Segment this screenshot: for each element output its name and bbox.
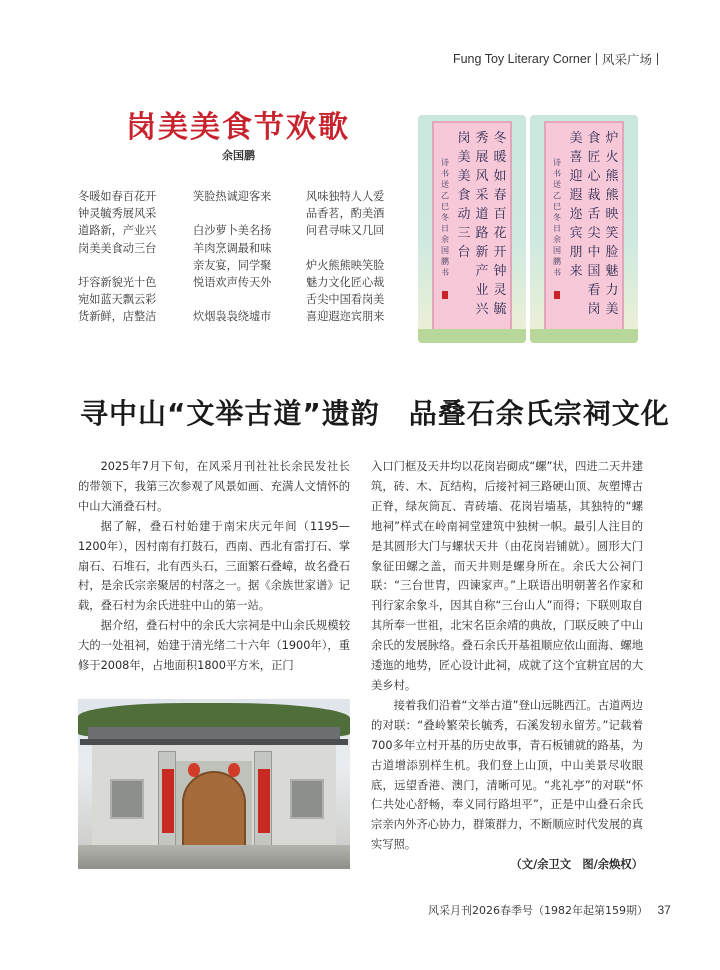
- header-title-cn: 风采广场: [601, 52, 652, 67]
- page-header: [453, 50, 658, 68]
- calligraphy-paper: [544, 121, 624, 333]
- poem-column-3: [306, 188, 384, 326]
- hall-window: [110, 779, 144, 819]
- grass-decoration: [418, 329, 526, 343]
- red-lantern-icon: [188, 763, 200, 777]
- paragraph: 据了解，叠石村始建于南宋庆元年间（1195—1200年），因村南有打鼓石，西南、西北有雷打石、掌扇石、石堆石，北有西头石，三面繁石叠嶂，故名叠石村，是余氏宗亲聚居的村落之一。据《余族世家谱》记载，叠石村为余氏进驻中山的第一站。: [78, 519, 350, 613]
- poem-line: 魅力文化匠心裁: [306, 275, 385, 289]
- poem-line: 亲友宴，同学聚: [193, 258, 272, 272]
- poem-line: 风味独特人人爱: [306, 190, 385, 203]
- page-footer: [428, 902, 671, 918]
- paragraph: 接着我们沿着“文举古道”登山远眺西江。古道两边的对联：“叠岭繁荣长毓秀，石溪发轫永留芳。”记载着700多年立村开基的历史故事，青石板铺就的路基，为古道增添别样生机。我们登上山顶，中山美景尽收眼底，远望香港、澳门，清晰可见。“兆礼亭”的对联“怀仁共处心舒畅，奉义同行路坦平”，正是中山叠石余氏宗亲内外齐心协力，群策群力，不断顺应时代发展的真实写照。: [371, 698, 643, 852]
- calligraphy-column: 炉火熊熊映笑脸魅力美: [605, 131, 619, 317]
- grass-decoration: [530, 329, 638, 343]
- poem-line: 道路新，产业兴: [78, 224, 157, 238]
- poem-line: 岗美美食动三台: [78, 241, 157, 255]
- paragraph: 据介绍，叠石村中的余氏大宗祠是中山余氏规模较大的一处祖祠，始建于清光绪二十六年（1900年），重修于2008年，占地面积1800平方米，正门: [78, 619, 350, 673]
- calligraphy-column: 秀展风采道路新产业兴: [475, 131, 489, 317]
- poem-line: [193, 291, 271, 308]
- poem-line: 货新鲜，店整洁: [78, 310, 157, 324]
- poem-column-1: [78, 188, 156, 326]
- poem-line: 冬暖如春百花开: [78, 190, 157, 203]
- article2-title: 寻中山“文举古道”遗韵 品叠石余氏宗祠文化: [80, 397, 670, 430]
- calligraphy-paper: [432, 121, 512, 333]
- calligraphy-column: 冬暖如春百花开钟灵毓: [493, 131, 507, 317]
- poem-line: [193, 205, 271, 222]
- paragraph: 入口门框及天井均以花岗岩砌成“螺”状，四进二天井建筑，砖、木、瓦结构，后接衬祠三路硬山顶、灰塑博古正脊，绿灰筒瓦、青砖墙、花岗岩墙基，其独特的“螺地祠”样式在岭南祠堂建筑中独树一帜。最引人注目的是其圆形大门与螺状天井（由花岗岩铺就）。圆形大门象征田螺之盖，而天井则是螺身所在。余氏大公祠门联：“三台世胄，四谏家声。”上联语出明朝著名作家和刊行家余象斗，因其自称“三台山人”而得；下联则取自其所奉一世祖，北宋名臣余靖的典故，门联反映了中山余氏的发展脉络。叠石余氏开基祖顺应依山面海、螺地逶迤的地势，匠心设计此祠，成就了这个宜耕宜居的大美乡村。: [371, 460, 643, 692]
- stone-steps: [78, 845, 350, 869]
- red-seal-icon: [554, 291, 560, 299]
- article1-title: 岗美美食节欢歌: [126, 110, 350, 145]
- article-credit: （文/余卫文 图/余焕权）: [510, 858, 643, 872]
- calligraphy-column: 美喜迎遐迩宾朋来: [569, 131, 583, 279]
- hall-window: [290, 779, 324, 819]
- issue-info: 风采月刊2026春季号（1982年起第159期）: [428, 904, 648, 917]
- article2-left-column: [78, 457, 350, 676]
- poem-line: 舌尖中国看岗美: [306, 293, 385, 307]
- poem-line: 悦语欢声传天外: [193, 275, 272, 289]
- poem-line: 白沙萝卜美名扬: [193, 224, 272, 238]
- red-couplet: [162, 769, 174, 833]
- header-divider-end: [657, 53, 658, 65]
- poem-line: 炊烟袅袅绕墟市: [193, 310, 272, 324]
- poem-line: 圩容新貌光十色: [78, 275, 157, 289]
- poem-line: 喜迎遐迩宾朋来: [306, 310, 385, 324]
- calligraphy-scroll-2: [530, 115, 638, 343]
- paragraph: 2025年7月下旬，在风采月刊社社长余民发社长的带领下，我第三次参观了风景如画、充满人文情怀的中山大涌叠石村。: [78, 460, 350, 513]
- poem-line: 宛如蓝天飘云彩: [78, 293, 157, 307]
- article2-right-column: [371, 457, 643, 875]
- poem-line: 问君寻味又几回: [306, 224, 385, 238]
- calligraphy-column: 食匠心裁舌尖中国看岗: [587, 131, 601, 317]
- calligraphy-column: 岗美美食动三台: [457, 131, 471, 260]
- round-wooden-door: [182, 771, 246, 847]
- poem-line: 笑脸热诚迎客来: [193, 190, 272, 203]
- calligraphy-signature: 诗书送乙巳冬日余国鹏书: [441, 158, 449, 277]
- poem-line: [306, 240, 384, 257]
- poem-line: 品香茗，酌美酒: [306, 207, 385, 221]
- header-title-en: Fung Toy Literary Corner: [452, 52, 591, 66]
- red-couplet: [258, 769, 270, 833]
- poem-line: 炉火熊熊映笑脸: [306, 258, 385, 272]
- article1-author: 余国鹏: [222, 149, 255, 162]
- ancestral-hall-photo: [78, 699, 350, 869]
- poem-line: [78, 257, 156, 274]
- header-divider: [596, 53, 597, 65]
- calligraphy-scroll-1: [418, 115, 526, 343]
- poem-line: 羊肉烹调最和味: [193, 241, 272, 255]
- poem-line: 钟灵毓秀展风采: [78, 207, 157, 221]
- poem-column-2: [193, 188, 271, 326]
- red-seal-icon: [442, 291, 448, 299]
- red-lantern-icon: [228, 763, 240, 777]
- calligraphy-signature: 诗书送乙巳冬日余国鹏书: [553, 158, 561, 277]
- page-number: 37: [657, 903, 671, 917]
